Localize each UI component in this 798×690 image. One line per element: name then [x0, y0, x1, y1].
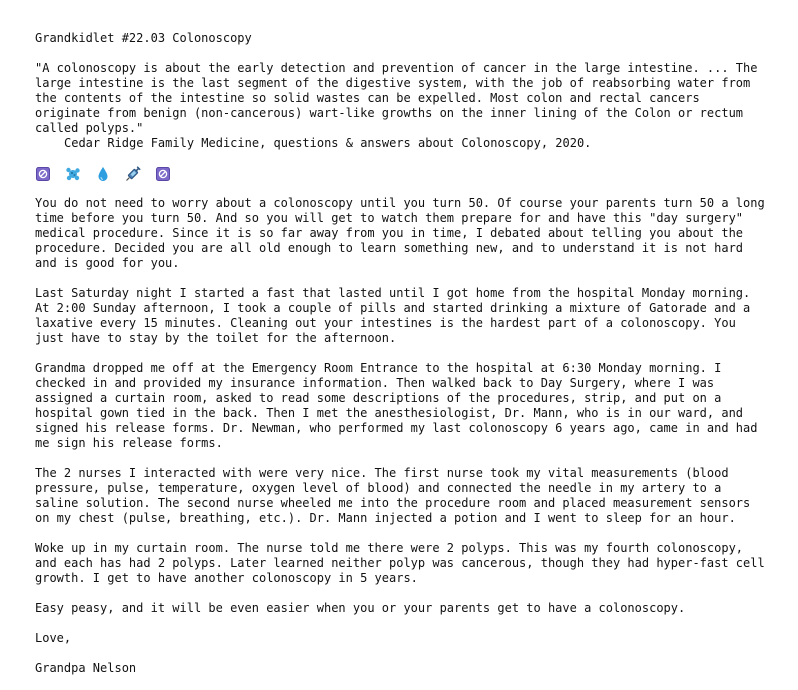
pill-icon: [35, 166, 51, 182]
paragraph-intro: You do not need to worry about a colonoscopy until you turn 50. Of course your parents turn 50 a long time before you turn 50. And so you will get to watch them prepare for and have this "day surgery" medical procedure. Since it is so far away from you in time, I debated about telling you about the procedure. Decided you are all old enough to learn something new, and to understand it is not hard and is good for you.: [35, 196, 772, 270]
paragraph-prep: Last Saturday night I started a fast that lasted until I got home from the hospital Monday morning. At 2:00 Sunday afternoon, I took a couple of pills and started drinking a mixture of Gatorade and a laxative every 15 minutes. Cleaning out your intestines is the hardest part of a colonoscopy. You just have to stay by the toilet for the afternoon.: [35, 286, 758, 345]
microbe-icon: [65, 166, 81, 182]
epigraph-attribution: Cedar Ridge Family Medicine, questions & answers about Colonoscopy, 2020.: [64, 136, 592, 150]
paragraph-nurses: The 2 nurses I interacted with were very nice. The first nurse took my vital measurements (blood pressure, pulse, temperature, oxygen level of blood) and connected the needle in my artery to a saline solution. The second nurse wheeled me into the procedure room and placed measurement sensors on my chest (pulse, breathing, etc.). Dr. Mann injected a potion and I went to sleep for an hour.: [35, 466, 758, 525]
droplet-icon: [95, 166, 111, 182]
pill-icon: [155, 166, 171, 182]
paragraph-closing: Easy peasy, and it will be even easier when you or your parents get to have a colonoscopy.: [35, 601, 686, 615]
paragraph-result: Woke up in my curtain room. The nurse told me there were 2 polyps. This was my fourth colonoscopy, and each has had 2 polyps. Later learned neither polyp was cancerous, though they had hyper-fast cell growth. I get to have another colonoscopy in 5 years.: [35, 541, 772, 585]
page-title: Grandkidlet #22.03 Colonoscopy: [35, 31, 252, 45]
signature: Grandpa Nelson: [35, 661, 137, 675]
syringe-icon: [125, 166, 141, 182]
emoji-row: [35, 166, 765, 182]
signoff: Love,: [35, 631, 72, 645]
epigraph-quote: "A colonoscopy is about the early detection and prevention of cancer in the large intestine. ... The large intestine is the last segment of the digestive system, with the job of reabsorbing water from the contents of the intestine so solid wastes can be expelled. Most colon and rectal cancers originate from benign (non-cancerous) wart-like growths on the inner lining of the Colon or rectum called polyps.": [35, 61, 765, 135]
paragraph-checkin: Grandma dropped me off at the Emergency Room Entrance to the hospital at 6:30 Monday morning. I checked in and provided my insurance information. Then walked back to Day Surgery, where I was assigned a curtain room, asked to read some descriptions of the procedures, strip, and put on a hospital gown tied in the back. Then I met the anesthesiologist, Dr. Mann, who is in our ward, and signed his release forms. Dr. Newman, who performed my last colonoscopy 6 years ago, came in and had me sign his release forms.: [35, 361, 765, 450]
